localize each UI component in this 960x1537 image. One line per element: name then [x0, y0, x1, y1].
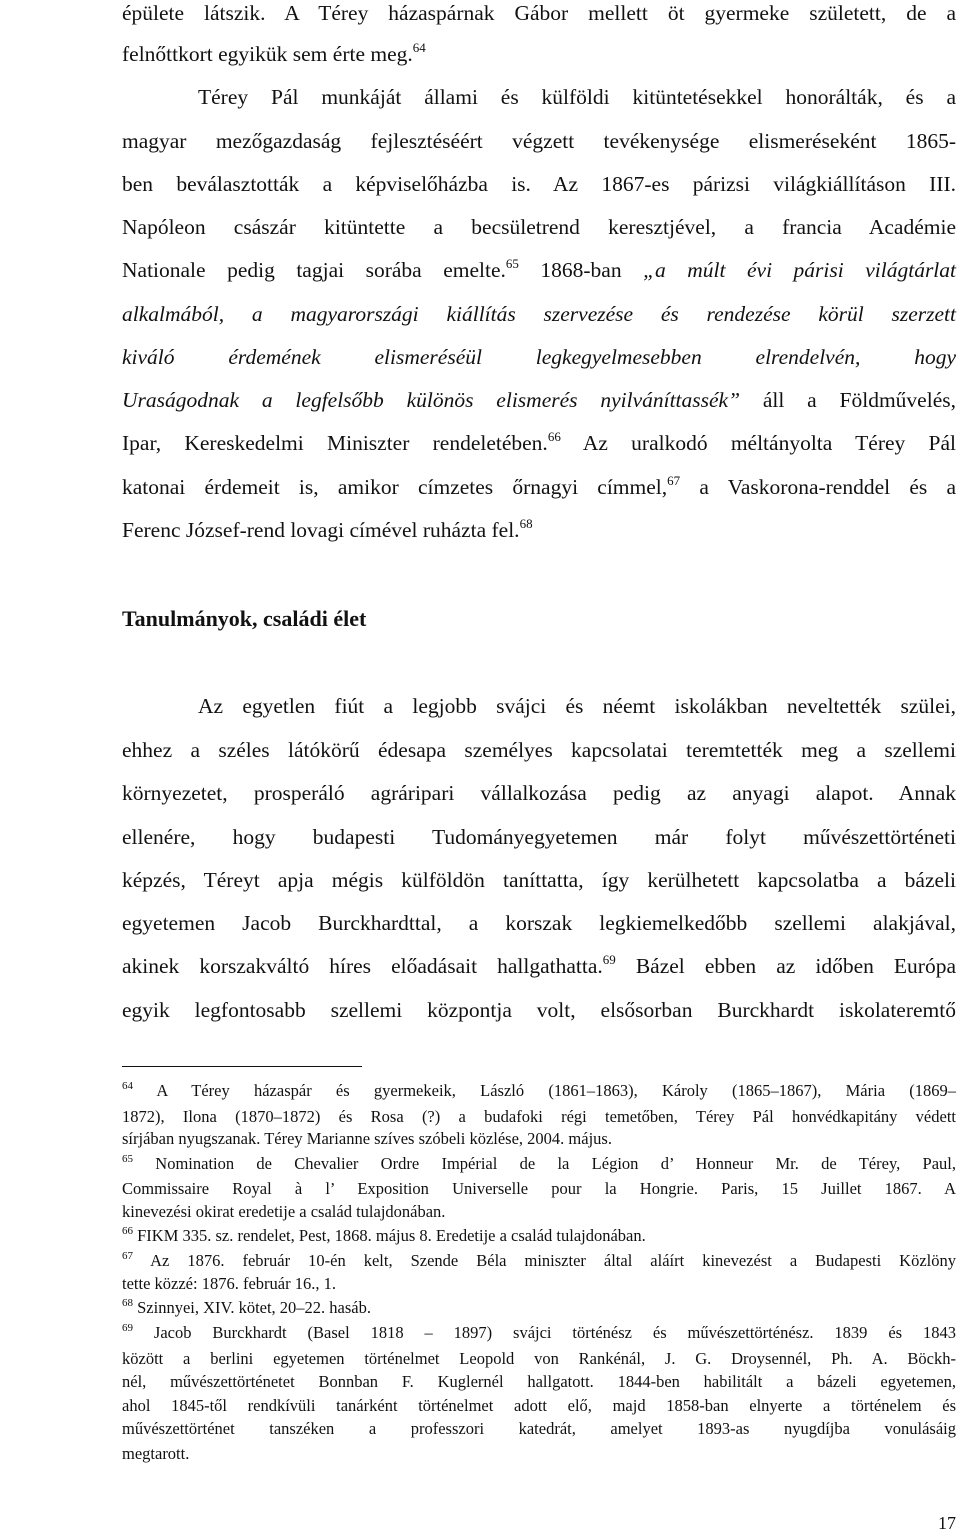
footnote-number: 67: [122, 1250, 133, 1262]
footnote-line: [122, 1297, 956, 1319]
body-line: [122, 212, 956, 242]
body-line: [122, 169, 956, 199]
text-run: Jacob Burckhardt (Basel 1818 – 1897) svájci történész és művészettörténész. 1839 és 1843: [153, 1323, 956, 1342]
body-line: ehhez a széles látókörű édesapa személyes kapcsolatai teremtették meg a szellemi: [122, 738, 956, 762]
quote-text: „a múlt évi párisi világtárlat: [643, 258, 957, 282]
body-line: [122, 385, 956, 415]
quote-text: kiváló érdemének elismeréséül legkegyelmesebben elrendelvén, hogy: [122, 345, 956, 369]
page-number: 17: [938, 1513, 956, 1533]
footnote-number: 64: [122, 1080, 133, 1092]
body-line: [122, 472, 956, 502]
footnote-line: sírjában nyugszanak. Térey Marianne szíves szóbeli közlése, 2004. május.: [122, 1129, 612, 1148]
text-run: áll a Földművelés,: [740, 388, 956, 412]
footnote-ref[interactable]: 67: [667, 473, 681, 488]
body-line: [122, 951, 956, 981]
footnote-line: [122, 1250, 956, 1272]
footnote-line: között a berlini egyetemen történelmet Leopold von Rankénál, J. G. Droysennél, Ph. A. Böckh-: [122, 1349, 956, 1368]
quote-text: alkalmából, a magyarországi kiállítás szervezése és rendezése körül szerzett: [122, 302, 956, 326]
text-run: épülete látszik. A Térey házaspárnak Gábor mellett öt gyermeke született, de a: [122, 1, 956, 25]
footnote-line: [122, 1080, 956, 1102]
text-run: Bázel ebben az időben Európa: [635, 954, 957, 978]
body-line: [122, 39, 956, 69]
footnote-line: [122, 1322, 956, 1344]
text-run: Az 1867-es párizsi világkiállításon III.: [553, 172, 956, 196]
text-run: felnőttkort egyikük sem érte meg.: [122, 42, 413, 66]
footnote-number: 69: [122, 1322, 133, 1334]
body-line: [122, 515, 956, 545]
text-run: magyar mezőgazdaság fejlesztéséért végzett tevékenysége elismeréseként 1865-: [122, 129, 956, 153]
footnote-ref[interactable]: 66: [547, 429, 561, 444]
footnote-line: [122, 1225, 956, 1247]
text-run: ben beválasztották a képviselőházba is.: [122, 172, 531, 196]
footnote-ref[interactable]: 69: [602, 952, 616, 967]
body-line: [122, 0, 956, 28]
text-run: akinek korszakváltó híres előadásait hallgathatta.: [122, 954, 603, 978]
footnote-separator: [122, 1066, 362, 1067]
text-run: Az uralkodó méltányolta Térey Pál: [560, 431, 956, 455]
text-run: a Vaskorona-renddel és a: [680, 475, 956, 499]
footnote-line: ahol 1845-től rendkívüli tanárként történelmet adott elő, majd 1858-ban elnyerte a történelem és: [122, 1396, 956, 1415]
text-run: Ipar, Kereskedelmi Miniszter rendeletében.: [122, 431, 548, 455]
body-line: egyik legfontosabb szellemi központja volt, elsősorban Burckhardt iskolateremtő: [122, 998, 956, 1022]
footnote-line: kinevezési okirat eredetije a család tulajdonában.: [122, 1202, 446, 1221]
footnote-line: művészettörténet tanszéken a professzori katedrát, amelyet 1893-as nyugdíjba vonulásáig: [122, 1419, 956, 1438]
footnote-line: megtarott.: [122, 1444, 190, 1463]
body-line: ellenére, hogy budapesti Tudományegyetemen már folyt művészettörténeti: [122, 825, 956, 849]
footnote-number: 68: [122, 1297, 133, 1309]
body-line: [122, 342, 956, 372]
footnote-number: 66: [122, 1225, 133, 1237]
body-line: egyetemen Jacob Burckhardttal, a korszak legkiemelkedőbb szellemi alakjával,: [122, 911, 956, 935]
body-line: Az egyetlen fiút a legjobb svájci és néemt iskolákban neveltették szülei,: [198, 694, 956, 718]
body-line: [122, 299, 956, 329]
body-line: környezetet, prosperáló agráripari vállalkozása pedig az anyagi alapot. Annak: [122, 781, 956, 805]
footnote-line: Commissaire Royal à l’ Exposition Universelle pour la Hongrie. Paris, 15 Juillet 1867. A: [122, 1179, 956, 1198]
text-run: Ferenc József-rend lovagi címével ruházta fel.: [122, 518, 520, 542]
text-run: Szinnyei, XIV. kötet, 20–22. hasáb.: [137, 1298, 372, 1317]
body-line: [122, 255, 956, 285]
body-line: képzés, Téreyt apja mégis külföldön taníttatta, így kerülhetett kapcsolatba a bázeli: [122, 868, 956, 892]
footnote-ref[interactable]: 68: [519, 516, 533, 531]
footnote-ref[interactable]: 64: [412, 40, 426, 55]
footnote-line: [122, 1153, 956, 1175]
text-run: Térey Pál munkáját állami és külföldi kitüntetésekkel honorálták, és a: [198, 85, 956, 109]
footnote-line: 1872), Ilona (1870–1872) és Rosa (?) a budafoki régi temetőben, Térey Pál honvédkapitány védett: [122, 1107, 956, 1126]
footnote-line: nél, művészettörténetet Bonnban F. Kuglernél hallgatott. 1844-ben habilitált a bázeli egyetemen,: [122, 1372, 956, 1391]
footnote-number: 65: [122, 1153, 133, 1165]
text-run: Nationale pedig tagjai sorába emelte.: [122, 258, 506, 282]
text-run: Nomination de Chevalier Ordre Impérial de la Légion d’ Honneur Mr. de Térey, Paul,: [155, 1154, 956, 1173]
text-run: FIKM 335. sz. rendelet, Pest, 1868. május 8. Eredetije a család tulajdonában.: [137, 1226, 646, 1245]
text-run: katonai érdemeit is, amikor címzetes őrnagyi címmel,: [122, 475, 668, 499]
text-run: 1868-ban: [540, 258, 644, 282]
text-run: Az 1876. február 10-én kelt, Szende Béla miniszter által aláírt kinevezést a Budapesti Közlöny: [150, 1251, 957, 1270]
text-run: A Térey házaspár és gyermekeik, László (1861–1863), Károly (1865–1867), Mária (1869–: [156, 1081, 956, 1100]
footnote-ref[interactable]: 65: [505, 256, 519, 271]
footnote-line: tette közzé: 1876. február 16., 1.: [122, 1274, 336, 1293]
body-line: [198, 82, 956, 112]
body-line: [122, 428, 956, 458]
quote-text: Uraságodnak a legfelsőbb különös elismerés nyilváníttassék”: [122, 388, 741, 412]
text-run: Napóleon császár kitüntette a becsületrend keresztjével, a francia Académie: [122, 215, 956, 239]
body-line: [122, 126, 956, 156]
section-heading: Tanulmányok, családi élet: [122, 606, 367, 631]
